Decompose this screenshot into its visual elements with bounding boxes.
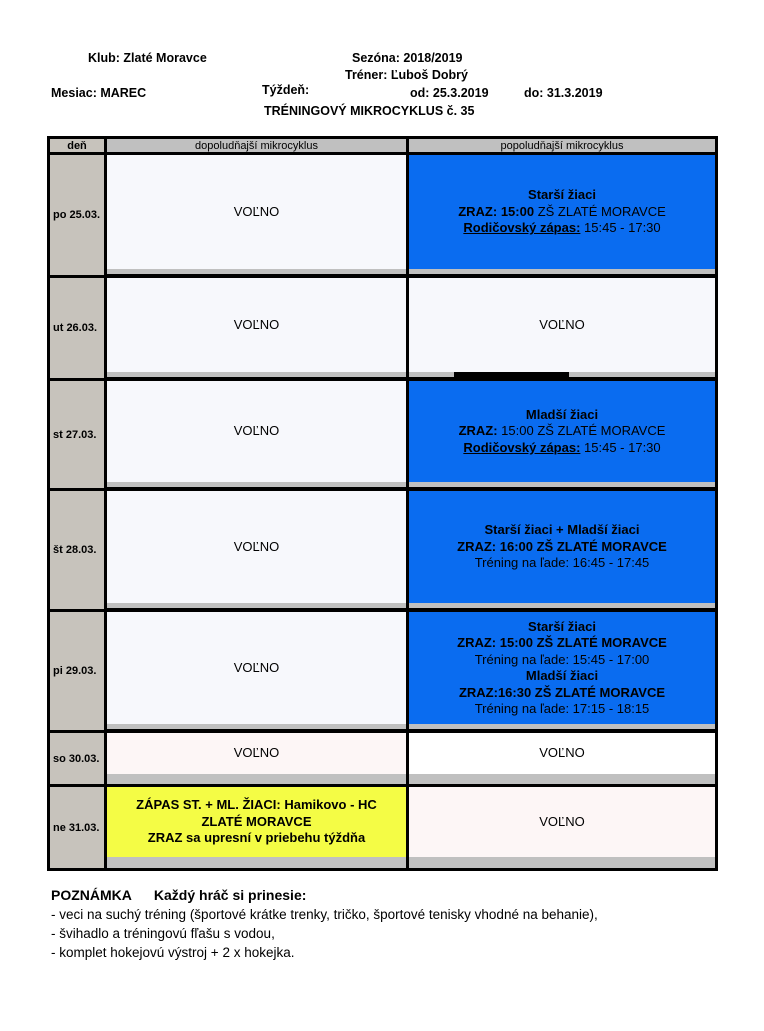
- week-label: Týždeň:: [262, 83, 310, 97]
- note-subtitle: Každý hráč si prinesie:: [153, 887, 307, 903]
- day-label: po 25.03.: [53, 209, 101, 221]
- day-cell: [50, 733, 104, 784]
- row-separator: [107, 724, 406, 729]
- slot-text: VOĽNO: [539, 813, 585, 829]
- note-item: - veci na suchý tréning (športové krátke trenky, tričko, športové tenisky vhodné na behanie),: [51, 907, 598, 922]
- day-cell: [50, 787, 104, 868]
- activity-label: Rodičovský zápas:: [463, 439, 581, 455]
- note-section: [51, 886, 598, 962]
- morning-slot: [107, 787, 406, 857]
- morning-slot: [107, 381, 406, 482]
- day-label: so 30.03.: [53, 752, 100, 765]
- group-name: Starší žiaci: [528, 187, 596, 203]
- meet-line: ZRAZ:16:30 ZŠ ZLATÉ MORAVCE: [458, 684, 666, 700]
- afternoon-slot: [409, 155, 715, 269]
- morning-slot: [107, 733, 406, 774]
- row-separator: [569, 372, 715, 377]
- day-label: št 28.03.: [53, 544, 97, 556]
- afternoon-slot: [409, 278, 715, 372]
- month: Mesiac: MAREC: [51, 86, 147, 100]
- activity-line: [463, 220, 660, 237]
- meet-place: 15:00 ZŠ ZLATÉ MORAVCE: [497, 423, 666, 439]
- training-line: Tréning na ľade: 17:15 - 18:15: [474, 701, 650, 716]
- activity-label: Rodičovský zápas:: [463, 220, 581, 236]
- activity-time: 15:45 - 17:30: [580, 439, 661, 455]
- day-label: pi 29.03.: [53, 665, 97, 677]
- meet-line: ZRAZ sa upresní v priebehu týždňa: [147, 830, 366, 846]
- slot-text: VOĽNO: [233, 538, 280, 554]
- schedule-table: [47, 136, 718, 871]
- training-line: Tréning na ľade: 16:45 - 17:45: [474, 555, 650, 571]
- slot-text: VOĽNO: [233, 659, 280, 675]
- slot-text: VOĽNO: [233, 316, 280, 332]
- row-separator: [409, 774, 715, 784]
- activity-time: 15:45 - 17:30: [580, 220, 661, 236]
- day-label: ut 26.03.: [53, 322, 98, 334]
- slot-text: VOĽNO: [539, 316, 585, 332]
- column-header-morning: dopoludňajší mikrocyklus: [107, 139, 406, 152]
- meet-line: ZRAZ: 15:00 ZŠ ZLATÉ MORAVCE: [457, 635, 667, 650]
- morning-slot: [107, 612, 406, 724]
- morning-slot: [107, 491, 406, 603]
- afternoon-slot: [409, 491, 715, 603]
- row-separator: [409, 482, 715, 487]
- day-cell: [50, 491, 104, 609]
- activity-line: [463, 440, 660, 457]
- row-separator: [107, 857, 406, 868]
- afternoon-slot: [409, 733, 715, 774]
- afternoon-slot: [409, 612, 715, 724]
- slot-text: VOĽNO: [233, 745, 280, 761]
- group-name: Mladší žiaci: [525, 668, 599, 683]
- day-label: ne 31.03.: [53, 821, 100, 834]
- group-name: Starší žiaci: [528, 618, 596, 634]
- week-from: od: 25.3.2019: [410, 86, 489, 100]
- season: Sezóna: 2018/2019: [352, 51, 463, 65]
- morning-slot: [107, 278, 406, 372]
- row-separator: [107, 269, 406, 274]
- meet-place: ZŠ ZLATÉ MORAVCE: [534, 203, 666, 219]
- coach: Tréner: Ľuboš Dobrý: [345, 68, 468, 82]
- slot-text: VOĽNO: [539, 745, 585, 761]
- column-header-day: deň: [50, 139, 104, 152]
- row-separator: [409, 269, 715, 274]
- meet-line: [459, 423, 666, 440]
- match-line: ZLATÉ MORAVCE: [201, 813, 312, 829]
- week-to: do: 31.3.2019: [524, 86, 603, 100]
- morning-slot: [107, 155, 406, 269]
- day-cell: [50, 278, 104, 378]
- meet-label: ZRAZ:: [458, 423, 498, 439]
- row-separator: [107, 774, 406, 784]
- day-cell: [50, 612, 104, 730]
- row-separator: [409, 603, 715, 608]
- column-header-afternoon: popoludňajší mikrocyklus: [409, 139, 715, 152]
- meet-line: [458, 204, 666, 221]
- group-name: Mladší žiaci: [525, 406, 599, 422]
- slot-text: VOĽNO: [233, 423, 280, 439]
- row-separator: [107, 372, 406, 377]
- slot-text: VOĽNO: [233, 203, 280, 219]
- day-label: st 27.03.: [53, 428, 97, 441]
- day-cell: [50, 381, 104, 488]
- row-separator: [107, 603, 406, 608]
- note-item: - švihadlo a tréningovú fľašu s vodou,: [51, 926, 275, 941]
- document-title: TRÉNINGOVÝ MIKROCYKLUS č. 35: [264, 104, 475, 118]
- day-cell: [50, 155, 104, 275]
- row-separator: [409, 372, 454, 377]
- meet-line: ZRAZ: 16:00 ZŠ ZLATÉ MORAVCE: [457, 538, 667, 554]
- group-name: Starší žiaci + Mladší žiaci: [484, 522, 640, 538]
- row-separator: [107, 482, 406, 487]
- row-separator: [409, 857, 715, 868]
- match-line: ZÁPAS ST. + ML. ŽIACI: Hamikovo - HC: [136, 797, 377, 813]
- afternoon-slot: [409, 381, 715, 482]
- note-item: - komplet hokejovú výstroj + 2 x hokejka.: [51, 945, 295, 960]
- meet-label: ZRAZ: 15:00: [458, 203, 535, 219]
- afternoon-slot: [409, 787, 715, 857]
- note-title: POZNÁMKA: [51, 887, 132, 903]
- row-separator: [409, 724, 715, 729]
- training-line: Tréning na ľade: 15:45 - 17:00: [474, 651, 650, 667]
- club-name: Klub: Zlaté Moravce: [88, 51, 207, 65]
